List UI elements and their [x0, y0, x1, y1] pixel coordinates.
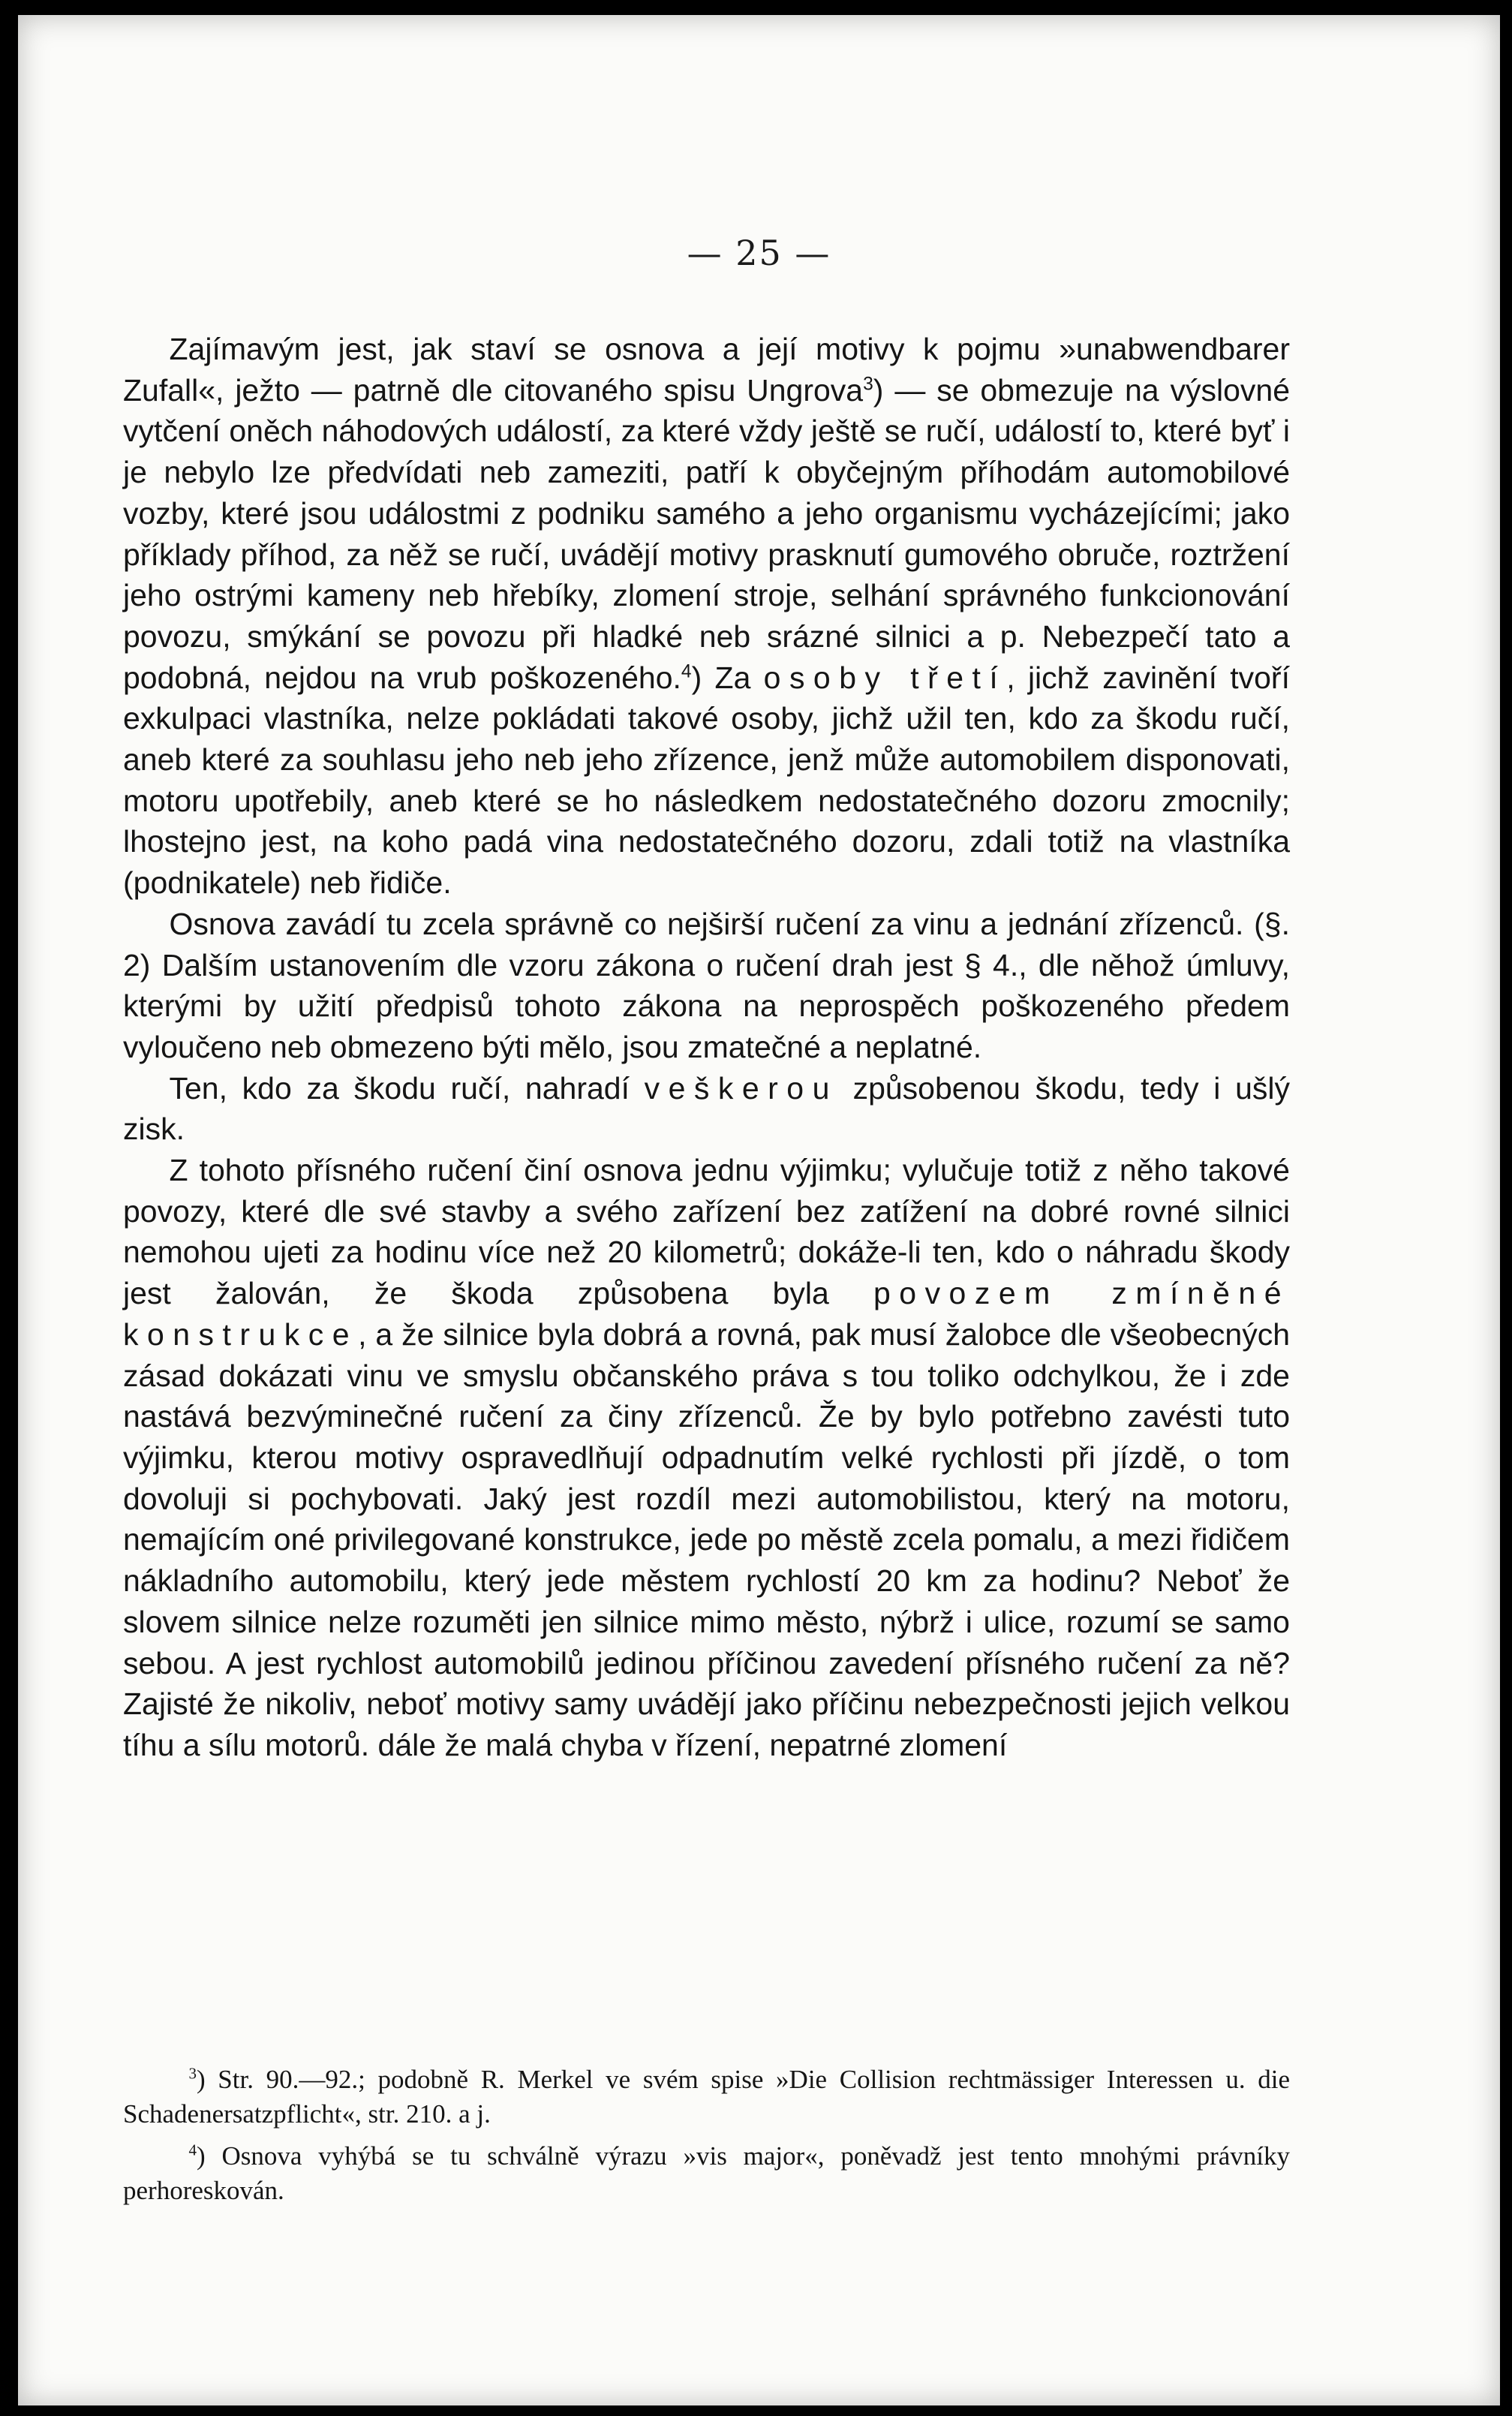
spaced-emphasis-osoby-treti: osoby třetí: [763, 660, 1007, 695]
footnotes: [123, 2062, 1290, 2216]
footnote-ref-4[interactable]: 4: [681, 660, 692, 681]
spaced-emphasis-veskerou: veškerou: [644, 1070, 838, 1106]
paragraph-2: Osnova zavádí tu zcela správně co nejširší ručení za vinu a jednání zřízenců. (§. 2) Dalším ustanovením dle vzoru zákona o ručení drah jest § 4., dle něhož úmluvy, kterými by užití předpisů tohoto zákona na neprospěch poškozeného předem vyloučeno neb obmezeno býti mělo, jsou zmatečné a neplatné.: [123, 906, 1290, 1064]
paragraph-4: [123, 1150, 1290, 1766]
paragraph-1: [123, 329, 1290, 904]
footnote-3: [123, 2062, 1290, 2132]
paragraph-1-part-d: , jichž zavinění tvoří exkulpaci vlastníka, nelze pokládati takové osoby, jichž užil ten, kdo za škodu ručí, aneb které za souhlasu jeho neb jeho zřízence, jenž může automobilem disponovati, motoru upotřebily, aneb které se ho následkem nedostatečného dozoru zmocnily; lhostejno jest, na koho padá vina nedostatečného dozoru, zdali totiž na vlastníka (podnikatele) neb řidiče.: [123, 660, 1290, 901]
footnote-ref-3[interactable]: 3: [863, 373, 873, 394]
paragraph-1-part-c: ) Za: [691, 660, 751, 695]
footnote-4: [123, 2139, 1290, 2208]
paragraph-3: [123, 1068, 1290, 1150]
paragraph-4-part-b: , a že silnice byla dobrá a rovná, pak musí žalobce dle všeobecných zásad dokázati vinu ve smyslu občanského práva s tou toliko odchylkou, že i zde nastává bezvýminečné ručení za činy zřízenců. Že by bylo potřebno zavésti tuto výjimku, kterou motivy ospravedlňují odpadnutím velké rychlosti při jízdě, o tom dovoluji si pochybovati. Jaký jest rozdíl mezi automobilistou, který na motoru, nemajícím oné privilegované konstrukce, jede po městě zcela pomalu, a mezi řidičem nákladního automobilu, který jede městem rychlostí 20 km za hodinu? Neboť že slovem silnice nelze rozuměti jen silnice mimo město, nýbrž i ulice, rozumí se samo sebou. A jest rychlost automobilů jedinou příčinou zavedení přísného ručení za ně? Zajisté že nikoliv, neboť motivy samy uvádějí jako příčinu nebezpečnosti jejich velkou tíhu a sílu motorů. dále že malá chyba v řízení, nepatrné zlomení: [123, 1316, 1290, 1762]
footnote-marker: 3: [188, 2064, 197, 2083]
paragraph-4-part-a: Z tohoto přísného ručení činí osnova jednu výjimku; vylučuje totiž z něho takové povozy, které dle své stavby a svého zařízení bez zatížení na dobré rovné silnici nemohou ujeti za hodinu více než 20 kilometrů; dokáže-li ten, kdo o náhradu škody jest žalován, že škoda způsobena byla: [123, 1153, 1290, 1311]
footnote-marker: 4: [188, 2141, 197, 2159]
footnote-text: ) Osnova vyhýbá se tu schválně výrazu »vis major«, poněvadž jest tento mnohými právníky perhoreskován.: [123, 2141, 1290, 2205]
paragraph-1-part-a: Zajímavým jest, jak staví se osnova a její motivy k pojmu »unabwendbarer Zufall«, ježto — patrně dle citovaného spisu Ungrova: [123, 332, 1290, 408]
body-text: [123, 329, 1290, 1766]
footnote-text: ) Str. 90.—92.; podobně R. Merkel ve svém spise »Die Collision rechtmässiger Interessen u. die Schadenersatzpflicht«, str. 210. a j.: [123, 2065, 1290, 2129]
spaced-emphasis-povozem: povozem zmíněné konstrukce: [123, 1276, 1290, 1352]
paragraph-3-part-a: Ten, kdo za škodu ručí, nahradí: [169, 1070, 630, 1106]
page: [18, 15, 1500, 2405]
paragraph-3-part-b: způsobenou škodu, tedy i ušlý zisk.: [123, 1070, 1290, 1147]
page-number: — 25 —: [687, 233, 831, 273]
paragraph-1-part-b: ) — se obmezuje na výslovné vytčení oněch náhodových událostí, za které vždy ještě se ručí, událostí to, které byť i je nebylo lze předvídati neb zameziti, patří k obyčejným příhodám automobilové vozby, které jsou událostmi z podniku samého a jeho organismu vycházejícími; jako příklady příhod, za něž se ručí, uvádějí motivy prasknutí gumového obruče, roztržení jeho ostrými kameny neb hřebíky, zlomení stroje, selhání správného funkcionování povozu, smýkání se povozu při hladké neb srázné silnici a p. Nebezpečí tato a podobná, nejdou na vrub poškozeného.: [123, 372, 1290, 695]
